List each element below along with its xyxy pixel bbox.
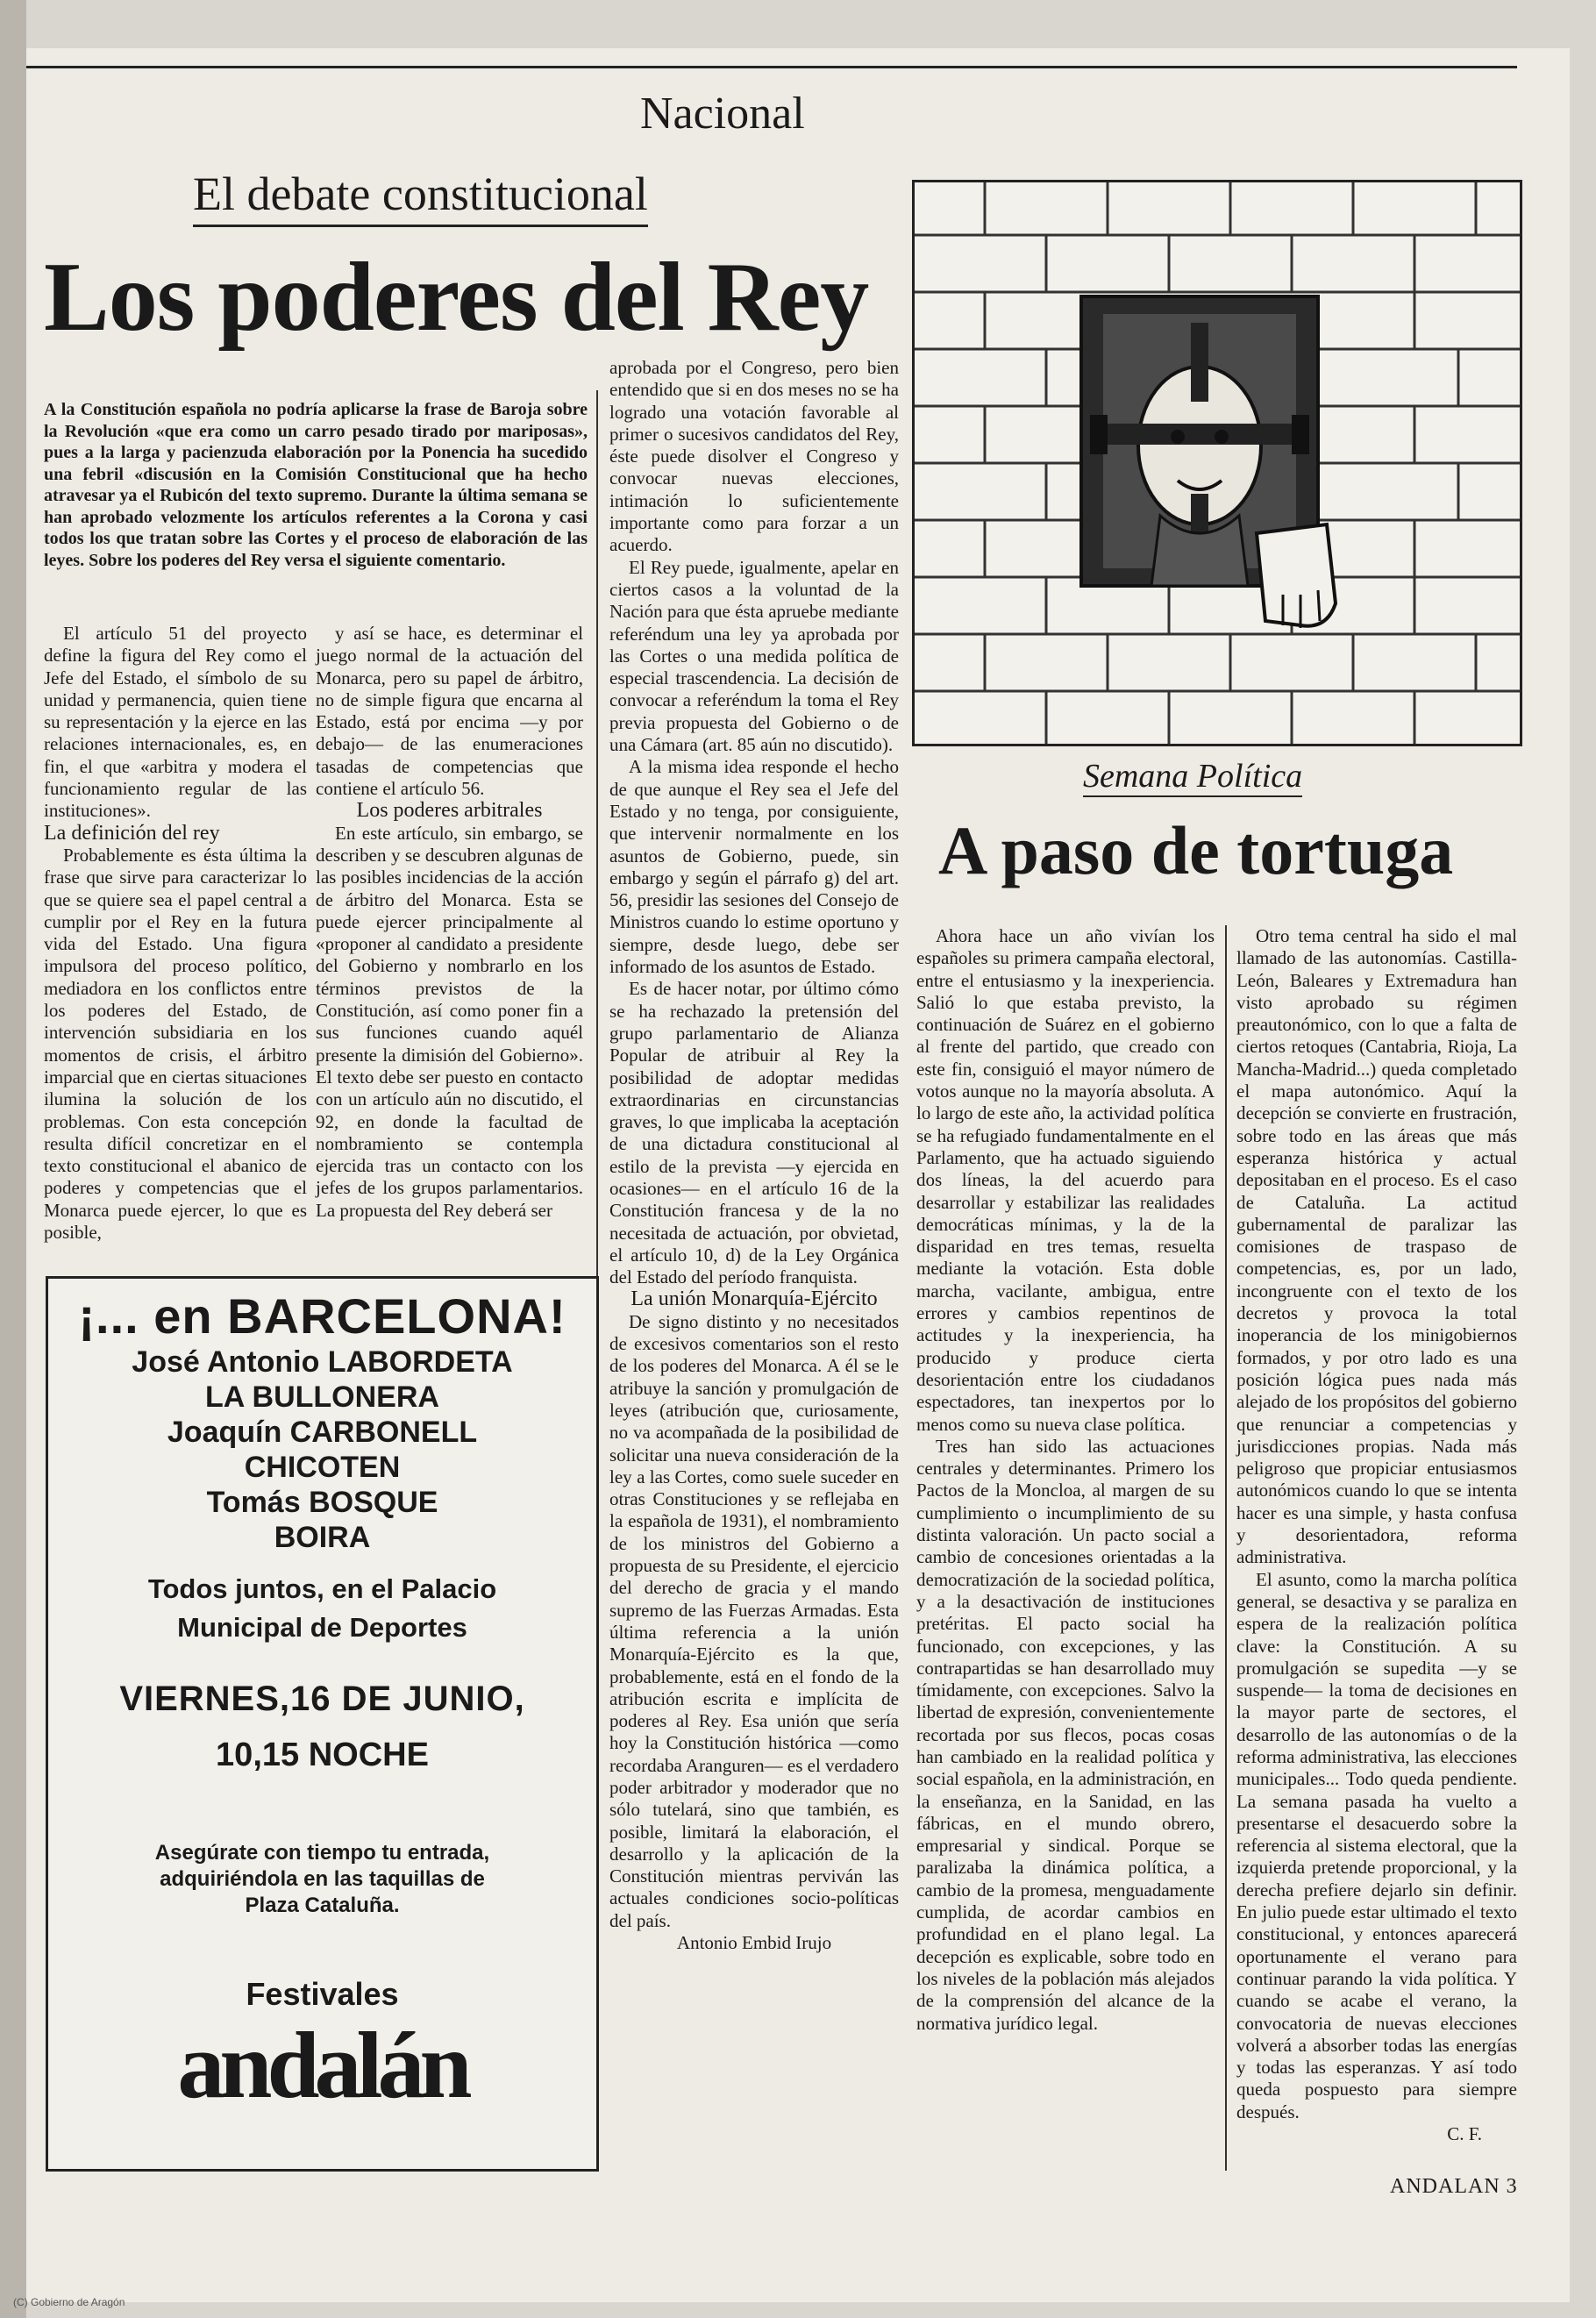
byline: Antonio Embid Irujo <box>676 1932 832 1954</box>
ad-artist: José Antonio LABORDETA <box>132 1345 513 1379</box>
article1-column-1 <box>44 623 307 1244</box>
article-headline: Los poderes del Rey <box>44 243 869 352</box>
paragraph: y así se hace, es determinar el juego normal de la actuación del Monarca, pero su papel de árbitro, no de simple figura que encarna al Estado, está por encima —y por debajo— de las enumeraciones tasadas de competencias que contiene el artículo 56. <box>316 623 583 800</box>
paragraph: aprobada por el Congreso, pero bien entendido que si en dos meses no se ha logrado una votación favorable al primer o sucesivos candidatos del Rey, éste puede disolver el Congreso y convocar nuevas elecciones, intimación lo suficientemente importante como para forzar a un acuerdo. <box>609 357 899 556</box>
paragraph: A la misma idea responde el hecho de que aunque el Rey sea el Jefe del Estado y no tenga, por consiguiente, que intervenir normalmente en los asuntos de Gobierno, puede, sin embargo y según el párrafo g) del art. 56, presidir las sesiones del Consejo de Ministros cuando lo estime oportuno y siempre, desde luego, debe ser informado de los asuntos de Estado. <box>609 756 899 978</box>
ad-ticket-line: Asegúrate con tiempo tu entrada, <box>154 1841 490 1865</box>
ad-ticket-line: adquiriéndola en las taquillas de <box>160 1867 485 1891</box>
ad-date: VIERNES,16 DE JUNIO, <box>119 1680 525 1718</box>
ad-ticket-info <box>48 1840 596 1919</box>
paragraph: Ahora hace un año vivían los españoles su primera campaña electoral, entre el entusiasmo y la inexperiencia. Salió lo que estaba previsto, la continuación de Suárez en el gobierno al frente del partido, que creado con este fin, consiguió el mayor número de votos aunque no la mayoría absoluta. A lo largo de este año, la actividad política se ha refugiado fundamentalmente en el Parlamento, que ha actuado siguiendo dos líneas, la del acuerdo para desarrollar y estabilizar las realidades democráticas mínimas, y la de la disparidad en tres temas, resuelta mediante la votación. Esta doble marcha, vacilante, ambigua, entre errores y cambios repentinos de actitudes y la inexperiencia, ha producido y produce cierta desorientación entre los ciudadanos espectadores, tan inexpertos por lo menos como su nueva clase política. <box>916 925 1215 1435</box>
subheading: Los poderes arbitrales <box>356 799 543 823</box>
cartoon-drawing <box>915 182 1520 744</box>
subheading: La unión Monarquía-Ejército <box>631 1287 878 1311</box>
paragraph: Tres han sido las actuaciones centrales y determinantes. Primero los Pactos de la Moncloa, al margen de su cumplimiento o incumplimiento de su distinta valoración. Un pacto social a cambio de concesiones orientadas a la democratización de la sociedad política, y a la desactivación de instituciones pretéritas. El pacto social ha funcionado, con excepciones, y las contrapartidas se han desarrollado muy tímidamente, con excepciones. Salvo la libertad de expresión, convenientemente recortada por sus flecos, pocas cosas han cambiado en la realidad política y social española, en la administración, en la enseñanza, en la Sanidad, en las fábricas, en el mundo obrero, empresarial y sindical. Porque se paralizaba la dinámica política, a cambio de la promesa, menguadamente cumplida, de acordar cambios en profundidad en el plano legal. La decepción es explicable, sobre todo en los niveles de la población más alejados de la comprensión del alcance de la normativa jurídico legal. <box>916 1435 1215 2034</box>
cartoon-illustration <box>912 180 1522 746</box>
newspaper-page <box>26 48 1570 2302</box>
signature: C. F. <box>1447 2123 1482 2145</box>
page-footer: ANDALAN 3 <box>1390 2175 1518 2198</box>
article2-column-2 <box>1236 925 1517 2145</box>
paragraph: De signo distinto y no necesitados de excesivos comentarios son el resto de los poderes del Monarca. A él se le atribuye la sanción y promulgación de leyes (atribución que, curiosamente, no va acompañada de la posibilidad de solicitar una nueva consideración de la ley a las Cortes, como suele suceder en otras Constituciones y se reflejaba en la española de 1931), el nombramiento de los ministros del Gobierno a propuesta de su Presidente, el ejercicio del derecho de gracia y el mando supremo de las Fuerzas Armadas. Esta última referencia a la unión Monarquía-Ejército es la que, probablemente, está en el fondo de la atribución escrita e implícita de poderes al Rey. Esa unión que sería hoy la Constitución histórica —como recordaba Aranguren— es el verdadero poder arbitrador y moderador que no sólo tutelará, sino que también, es posible, limitará la elaboración, el desarrollo y la aplicación de la Constitución mientras perviván las actuales condiciones socio-políticas del país. <box>609 1310 900 1931</box>
paragraph: Otro tema central ha sido el mal llamado de las autonomías. Castilla-León, Baleares y Extremadura han visto aprobado su régimen preautonómico, con lo que a falta de ciertos retoques (Cantabria, Rioja, La Mancha-Madrid...) queda completado el mapa autonómico. Aquí la decepción se convierte en frustración, sobre todo en las áreas que más esperanza histórica y actual depositaban en el proceso. Es el caso de Cataluña. La actitud gubernamental de paralizar las comisiones de traspaso de competencias, es, por un lado, incongruente con el texto de los decretos y provoca la total inoperancia de los minigobiernos formados, y por otro lado es una posición lógica pues nada más alejado de los propósitos del gobierno que renunciar a competencias y jurisdicciones propias. Nada más peligroso que propiciar entusiasmos autonómicos cuando lo que se intenta hacer es una simple, y hasta confusa y desorientadora, reforma administrativa. <box>1236 925 1517 1568</box>
top-rule <box>26 66 1517 68</box>
credit-text: (C) Gobierno de Aragón <box>13 2296 125 2308</box>
ad-festivales: Festivales <box>246 1976 399 2012</box>
article2-kicker: Semana Política <box>1083 757 1302 797</box>
article1-column-2 <box>316 623 583 1222</box>
subheading: La definición del rey <box>44 821 220 845</box>
paragraph: El artículo 51 del proyecto define la figura del Rey como el Jefe del Estado, el símbolo de su unidad y permanencia, quien tiene su representación y la ejerce en las relaciones internacionales, es, en fin, el que «arbitra y modera el funcionamiento regular de las instituciones». <box>44 623 307 822</box>
article-lead: A la Constitución española no podría aplicarse la frase de Baroja sobre la Revolución «que era como un carro pesado tirado por mariposas», pues a la larga y pacienzuda elaboración por la Ponencia ha sucedido una febril «discusión en la Comisión Constitucional que ha hecho atravesar ya el Rubicón del texto supremo. Durante la última semana se han aprobado velozmente los artículos referentes a la Corona y casi todos los que tratan sobre las Cortes y el proceso de elaboración de las leyes. Sobre los poderes del Rey versa el siguiente comentario. <box>44 400 588 570</box>
article2-column-1 <box>916 925 1215 2035</box>
article2-headline: A paso de tortuga <box>938 812 1454 888</box>
ad-ticket-line: Plaza Cataluña. <box>245 1894 400 1917</box>
concert-advertisement <box>46 1276 599 2172</box>
section-title: Nacional <box>640 89 805 139</box>
andalan-logo: andalán <box>177 2014 467 2118</box>
ad-artist: CHICOTEN <box>244 1451 401 1484</box>
ad-artist: LA BULLONERA <box>205 1380 439 1414</box>
paragraph: Probablemente es ésta última la frase que sirve para caracterizar lo que se quiere sea el papel central a cumplir por el Rey en la futura vida del Estado. Una figura impulsora del proceso político, mediadora en los conflictos entre los poderes del Estado, de intervención subsidiaria en los momentos de crisis, el árbitro imparcial que en ciertas situaciones ilumina la solución de los problemas. Con esta concepción resulta difícil concretizar en el texto constitucional el abanico de poderes y competencias que el Monarca puede ejercer, lo que es posible, <box>44 844 307 1244</box>
ad-venue: Todos juntos, en el Palacio <box>147 1573 497 1604</box>
article-kicker: El debate constitucional <box>193 167 648 227</box>
paragraph: En este artículo, sin embargo, se describen y se descubren algunas de las posibles incidencias de la acción de árbitro del Monarca. Esta se puede ejercer principalmente al «proponer al candidato a presidente del Gobierno y nombrarlo en los términos previstos de la Constitución, así como poner fin a sus funciones cuando aquél presente la dimisión del Gobierno». El texto debe ser puesto en contacto con un artículo aún no discutido, el 92, en donde la facultad de nombramiento se contempla ejercida tras un contacto con los jefes de los grupos parlamentarios. La propuesta del Rey deberá ser <box>316 822 583 1221</box>
column-rule <box>1225 925 1227 2171</box>
ad-artist: Joaquín CARBONELL <box>167 1416 478 1449</box>
paragraph: El asunto, como la marcha política general, se desactiva y se paraliza en espera de la realización política clave: la Constitución. A su promulgación se supedita —y se suspende— la toma de decisiones en la mayor parte de sectores, el desarrollo de las autonomías o de la reforma administrativa, las elecciones municipales... Todo queda pendiente. La semana pasada ha vuelto a presentarse el desacuerdo sobre la referencia al sistema electoral, que la izquierda pretende proporcional, y la derecha prefiere dejarlo sin definir. En julio puede estar ultimado el texto constitucional, y entonces aparecerá oportunamente el verano para continuar parando la vida política. Y cuando se acabe el verano, la convocatoria de nuevas elecciones volverá a absorber todas las energías y todas las esperanzas. Y así todo queda pospuesto para siempre después. <box>1236 1568 1517 2122</box>
ad-venue: Municipal de Deportes <box>177 1612 467 1643</box>
adjacent-page-edge <box>0 0 26 2318</box>
ad-artist: BOIRA <box>274 1521 371 1554</box>
ad-title: ¡... en BARCELONA! <box>78 1288 566 1344</box>
ad-artist: Tomás BOSQUE <box>206 1486 438 1519</box>
ad-time: 10,15 NOCHE <box>216 1737 429 1773</box>
article1-column-3 <box>609 357 899 1954</box>
paragraph: Es de hacer notar, por último cómo se ha rechazado la pretensión del grupo parlamentario de Alianza Popular de atribuir al Rey la posibilidad de adoptar medidas extraordinarias en circunstancias graves, lo que implicaba la aceptación de una dictadura constitucional al estilo de la prevista —y ejercida en ocasiones— en el artículo 16 de la Constitución francesa y de la no necesitada de actuación, por obvietad, el artículo 10, d) de la Ley Orgánica del Estado del período franquista. <box>609 978 899 1288</box>
paragraph: El Rey puede, igualmente, apelar en ciertos casos a la voluntad de la Nación para que ésta apruebe mediante referéndum una ley ya aprobada por las Cortes o una medida política de especial trascendencia. La decisión de convocar a referéndum la toma el Rey previa propuesta del Gobierno o de una Cámara (art. 85 aún no discutido). <box>609 556 899 756</box>
